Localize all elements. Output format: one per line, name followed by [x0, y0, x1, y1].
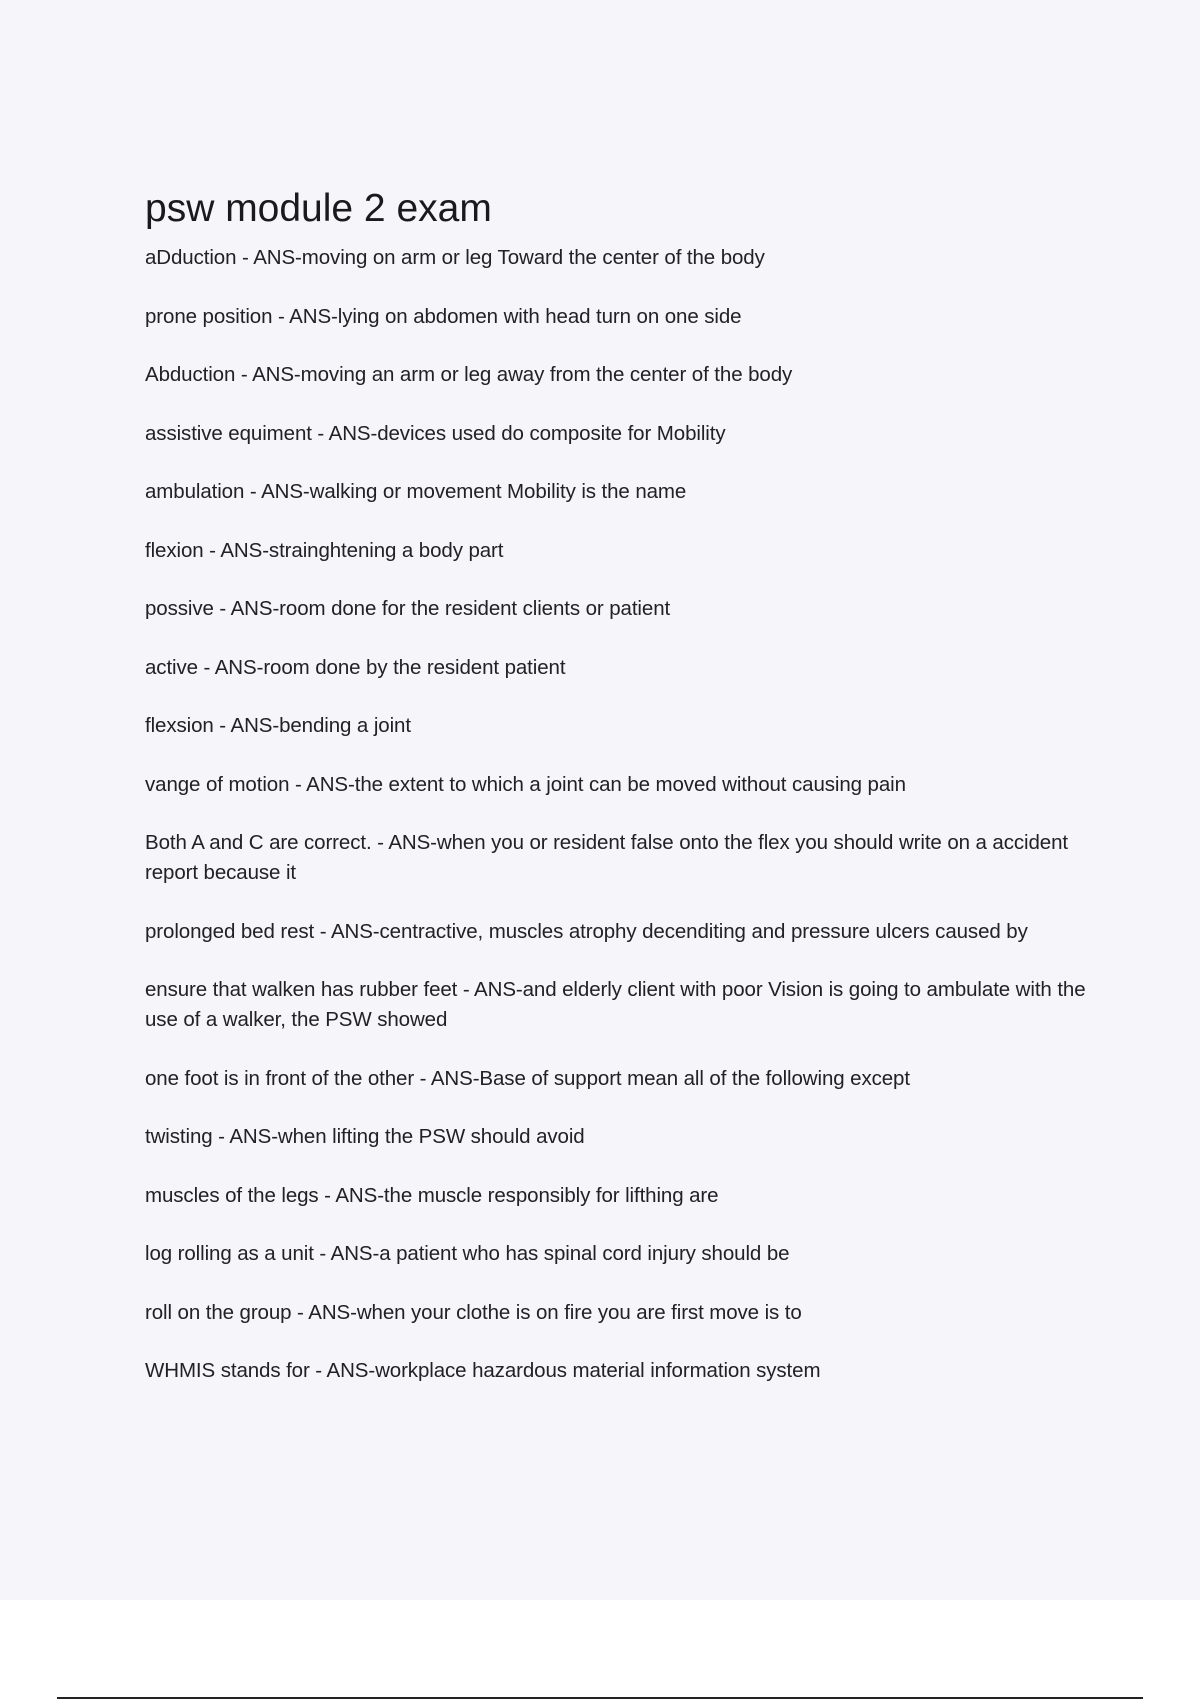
qa-item: WHMIS stands for - ANS-workplace hazardous material information system [145, 1359, 821, 1382]
qa-list [145, 243, 1090, 1386]
qa-item: one foot is in front of the other - ANS-Base of support mean all of the following except [145, 1066, 910, 1090]
qa-item: Abduction - ANS-moving an arm or leg away from the center of the body [145, 363, 793, 386]
qa-item: roll on the group - ANS-when your clothe is on fire you are first move is to [145, 1300, 802, 1324]
qa-item: Both A and C are correct. - ANS-when you or resident false onto the flex you should write on a accident report because it [145, 831, 1068, 884]
qa-item: aDduction - ANS-moving on arm or leg Toward the center of the body [145, 246, 765, 269]
qa-item: active - ANS-room done by the resident patient [145, 655, 566, 679]
qa-item: muscles of the legs - ANS-the muscle responsibly for lifthing are [145, 1183, 719, 1207]
bottom-divider [57, 1697, 1143, 1699]
qa-item: twisting - ANS-when lifting the PSW should avoid [145, 1125, 585, 1148]
document-content [145, 183, 1090, 1415]
qa-item: prone position - ANS-lying on abdomen with head turn on one side [145, 304, 742, 328]
qa-item: ensure that walken has rubber feet - ANS-and elderly client with poor Vision is going to ambulate with the use of a walker, the PSW showed [145, 978, 1086, 1031]
qa-item: prolonged bed rest - ANS-centractive, muscles atrophy decenditing and pressure ulcers caused by [145, 919, 1028, 943]
qa-item: assistive equiment - ANS-devices used do composite for Mobility [145, 421, 726, 445]
qa-item: log rolling as a unit - ANS-a patient who has spinal cord injury should be [145, 1242, 790, 1265]
qa-item: flexion - ANS-strainghtening a body part [145, 538, 504, 562]
qa-item: ambulation - ANS-walking or movement Mobility is the name [145, 480, 687, 503]
qa-item: possive - ANS-room done for the resident clients or patient [145, 597, 671, 620]
document-title: psw module 2 exam [145, 187, 492, 230]
qa-item: vange of motion - ANS-the extent to which a joint can be moved without causing pain [145, 772, 906, 796]
qa-item: flexsion - ANS-bending a joint [145, 714, 411, 737]
